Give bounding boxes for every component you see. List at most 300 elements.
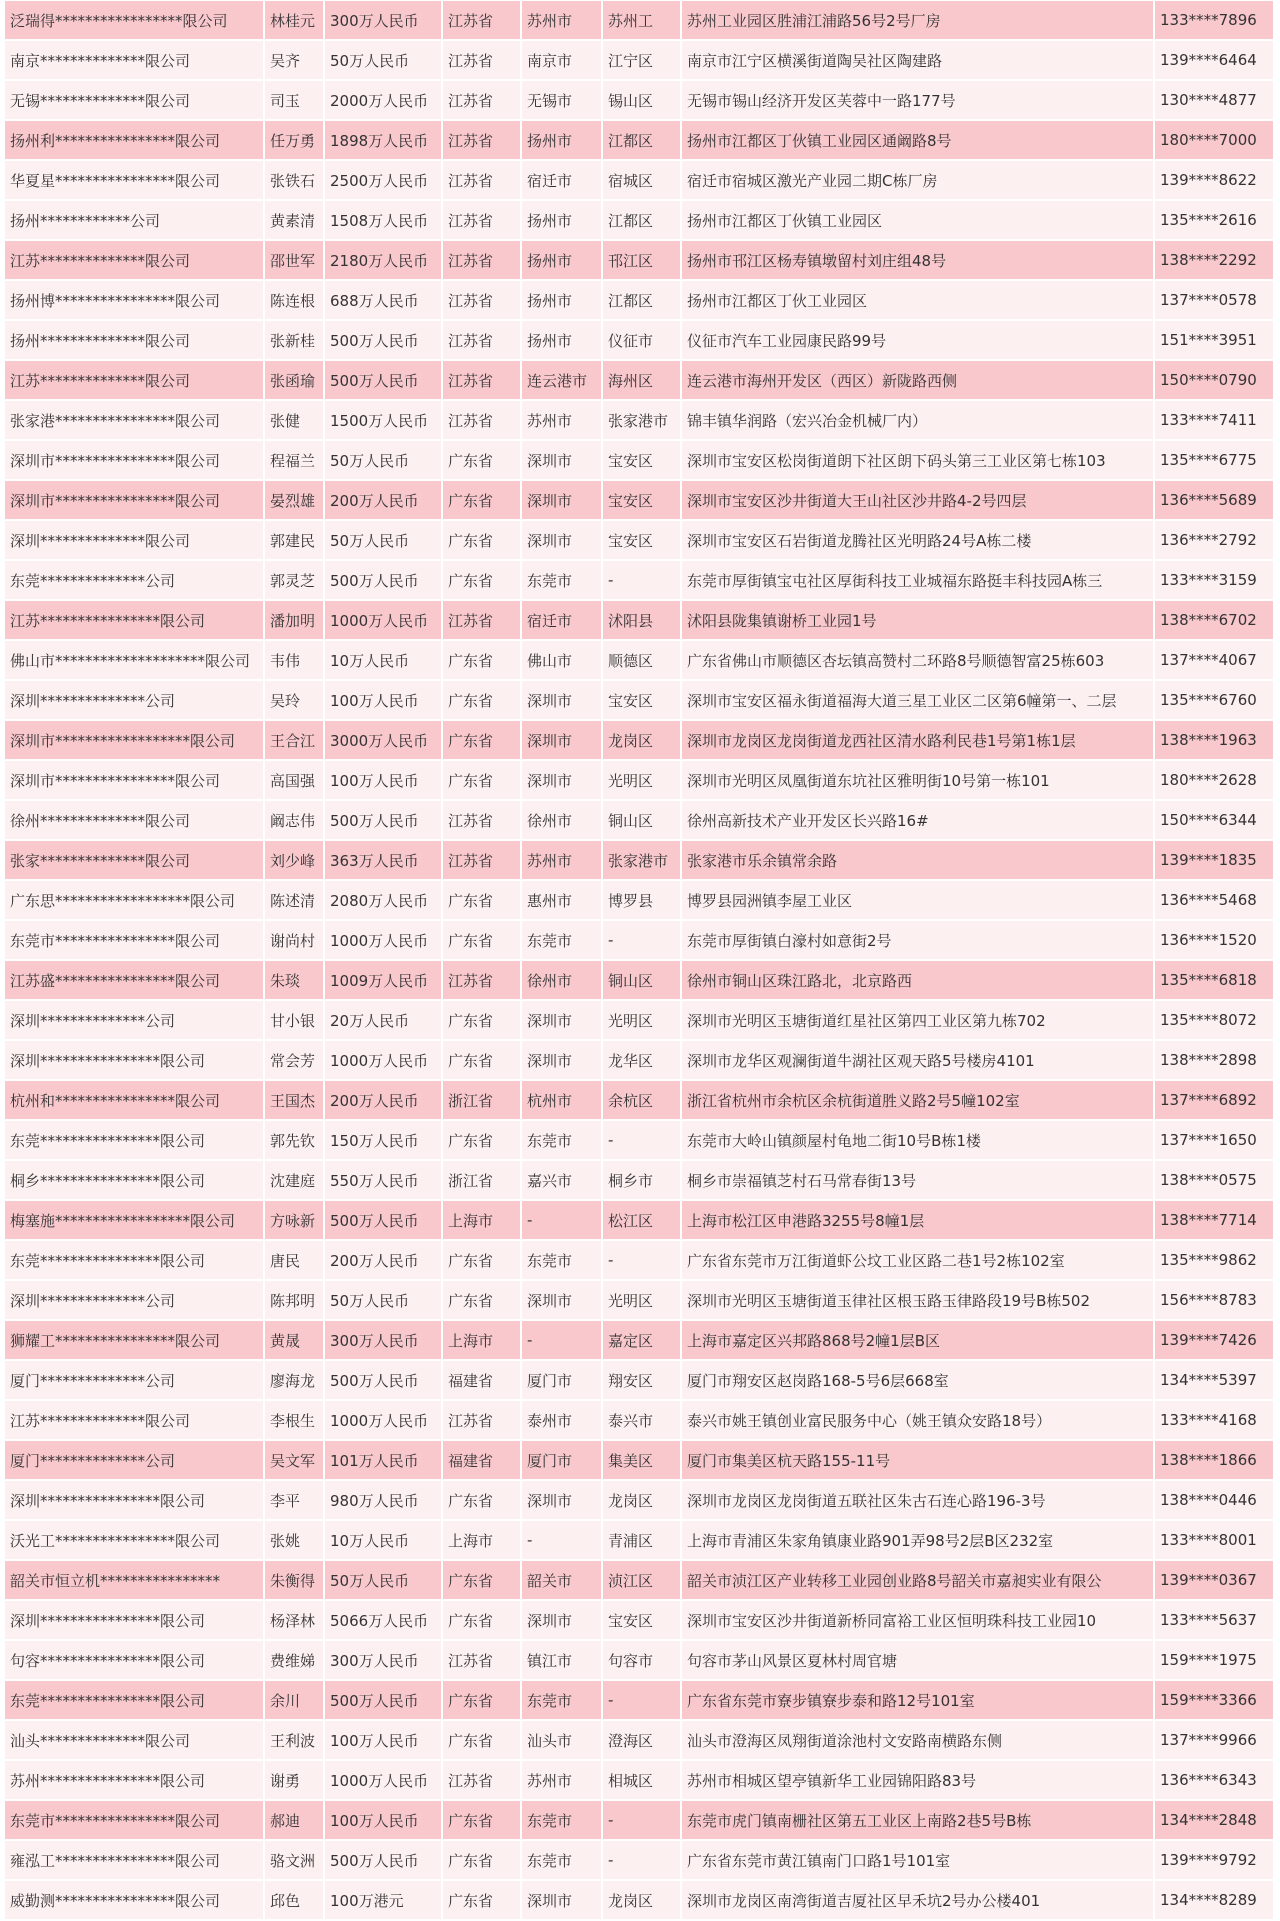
city-cell: 深圳市 [522, 441, 603, 481]
district-cell: 宝安区 [603, 521, 682, 561]
city-cell: 深圳市 [522, 681, 603, 721]
district-cell: 铜山区 [603, 961, 682, 1001]
company-name-cell: 雍泓工****************限公司 [5, 1841, 265, 1881]
district-cell: - [603, 921, 682, 961]
table-row [5, 1801, 1275, 1841]
phone-cell: 138****1866 [1155, 1441, 1275, 1481]
address-cell: 徐州高新技术产业开发区长兴路16# [682, 801, 1155, 841]
company-name-cell: 张家港****************限公司 [5, 401, 265, 441]
province-cell: 广东省 [443, 481, 522, 521]
registered-capital-cell: 100万人民币 [325, 761, 443, 801]
phone-cell: 138****6702 [1155, 601, 1275, 641]
address-cell: 深圳市龙岗区南湾街道吉厦社区早禾坑2号办公楼401 [682, 1881, 1155, 1921]
city-cell: 深圳市 [522, 721, 603, 761]
table-row [5, 1481, 1275, 1521]
address-cell: 深圳市宝安区沙井街道大王山社区沙井路4-2号四层 [682, 481, 1155, 521]
district-cell: 江宁区 [603, 41, 682, 81]
district-cell: 嘉定区 [603, 1321, 682, 1361]
table-row [5, 921, 1275, 961]
city-cell: - [522, 1201, 603, 1241]
contact-person-cell: 陈连根 [265, 281, 325, 321]
company-name-cell: 梅塞施******************限公司 [5, 1201, 265, 1241]
company-name-cell: 深圳**************限公司 [5, 521, 265, 561]
company-name-cell: 苏州****************限公司 [5, 1761, 265, 1801]
province-cell: 广东省 [443, 1681, 522, 1721]
company-name-cell: 华夏星****************限公司 [5, 161, 265, 201]
phone-cell: 135****9862 [1155, 1241, 1275, 1281]
district-cell: - [603, 1801, 682, 1841]
address-cell: 泰兴市姚王镇创业富民服务中心（姚王镇众安路18号） [682, 1401, 1155, 1441]
district-cell: 光明区 [603, 761, 682, 801]
city-cell: 扬州市 [522, 121, 603, 161]
contact-person-cell: 李根生 [265, 1401, 325, 1441]
phone-cell: 133****8001 [1155, 1521, 1275, 1561]
address-cell: 厦门市集美区杭天路155-11号 [682, 1441, 1155, 1481]
registered-capital-cell: 2180万人民币 [325, 241, 443, 281]
contact-person-cell: 杨泽林 [265, 1601, 325, 1641]
phone-cell: 137****9966 [1155, 1721, 1275, 1761]
city-cell: 扬州市 [522, 201, 603, 241]
registered-capital-cell: 1000万人民币 [325, 601, 443, 641]
contact-person-cell: 吴玲 [265, 681, 325, 721]
table-row [5, 881, 1275, 921]
company-name-cell: 东莞市****************限公司 [5, 1801, 265, 1841]
address-cell: 浙江省杭州市余杭区余杭街道胜义路2号5幢102室 [682, 1081, 1155, 1121]
registered-capital-cell: 2500万人民币 [325, 161, 443, 201]
phone-cell: 133****4168 [1155, 1401, 1275, 1441]
province-cell: 上海市 [443, 1521, 522, 1561]
phone-cell: 135****2616 [1155, 201, 1275, 241]
table-row [5, 561, 1275, 601]
phone-cell: 136****2792 [1155, 521, 1275, 561]
contact-person-cell: 晏烈雄 [265, 481, 325, 521]
table-row [5, 1441, 1275, 1481]
district-cell: 光明区 [603, 1001, 682, 1041]
address-cell: 扬州市江都区丁伙镇工业园区 [682, 201, 1155, 241]
company-name-cell: 韶关市恒立机**************** [5, 1561, 265, 1601]
phone-cell: 139****9792 [1155, 1841, 1275, 1881]
province-cell: 广东省 [443, 1841, 522, 1881]
district-cell: 龙华区 [603, 1041, 682, 1081]
table-row [5, 1841, 1275, 1881]
district-cell: 句容市 [603, 1641, 682, 1681]
table-row [5, 801, 1275, 841]
city-cell: 深圳市 [522, 481, 603, 521]
address-cell: 东莞市厚街镇白濠村如意街2号 [682, 921, 1155, 961]
company-name-cell: 深圳市****************限公司 [5, 441, 265, 481]
province-cell: 江苏省 [443, 961, 522, 1001]
registered-capital-cell: 50万人民币 [325, 41, 443, 81]
table-row [5, 681, 1275, 721]
contact-person-cell: 张姚 [265, 1521, 325, 1561]
registered-capital-cell: 363万人民币 [325, 841, 443, 881]
city-cell: 扬州市 [522, 241, 603, 281]
district-cell: 张家港市 [603, 841, 682, 881]
province-cell: 浙江省 [443, 1081, 522, 1121]
table-row [5, 121, 1275, 161]
table-row [5, 1601, 1275, 1641]
district-cell: 宝安区 [603, 481, 682, 521]
province-cell: 广东省 [443, 1281, 522, 1321]
registered-capital-cell: 500万人民币 [325, 361, 443, 401]
province-cell: 江苏省 [443, 201, 522, 241]
address-cell: 南京市江宁区横溪街道陶吴社区陶建路 [682, 41, 1155, 81]
address-cell: 厦门市翔安区赵岗路168-5号6层668室 [682, 1361, 1155, 1401]
city-cell: 深圳市 [522, 1481, 603, 1521]
city-cell: 东莞市 [522, 1121, 603, 1161]
district-cell: 龙岗区 [603, 721, 682, 761]
address-cell: 深圳市光明区玉塘街道玉律社区根玉路玉律路段19号B栋502 [682, 1281, 1155, 1321]
province-cell: 江苏省 [443, 801, 522, 841]
province-cell: 江苏省 [443, 1401, 522, 1441]
district-cell: 锡山区 [603, 81, 682, 121]
province-cell: 广东省 [443, 1041, 522, 1081]
company-name-cell: 句容****************限公司 [5, 1641, 265, 1681]
city-cell: 连云港市 [522, 361, 603, 401]
company-name-cell: 深圳****************限公司 [5, 1601, 265, 1641]
phone-cell: 136****5468 [1155, 881, 1275, 921]
company-name-cell: 江苏**************限公司 [5, 361, 265, 401]
company-name-cell: 江苏**************限公司 [5, 241, 265, 281]
city-cell: 苏州市 [522, 841, 603, 881]
registered-capital-cell: 300万人民币 [325, 1641, 443, 1681]
company-name-cell: 广东思******************限公司 [5, 881, 265, 921]
registered-capital-cell: 500万人民币 [325, 801, 443, 841]
province-cell: 江苏省 [443, 241, 522, 281]
contact-person-cell: 韦伟 [265, 641, 325, 681]
province-cell: 广东省 [443, 881, 522, 921]
company-name-cell: 深圳市****************限公司 [5, 761, 265, 801]
table-row [5, 1121, 1275, 1161]
company-name-cell: 东莞****************限公司 [5, 1121, 265, 1161]
table-row [5, 841, 1275, 881]
registered-capital-cell: 50万人民币 [325, 1561, 443, 1601]
company-name-cell: 佛山市********************限公司 [5, 641, 265, 681]
company-name-cell: 深圳****************限公司 [5, 1481, 265, 1521]
city-cell: 宿迁市 [522, 161, 603, 201]
phone-cell: 150****0790 [1155, 361, 1275, 401]
phone-cell: 134****8289 [1155, 1881, 1275, 1921]
company-name-cell: 东莞****************限公司 [5, 1681, 265, 1721]
company-name-cell: 威勤测****************限公司 [5, 1881, 265, 1921]
city-cell: 厦门市 [522, 1361, 603, 1401]
company-name-cell: 深圳**************公司 [5, 1281, 265, 1321]
contact-person-cell: 王合江 [265, 721, 325, 761]
district-cell: - [603, 1841, 682, 1881]
province-cell: 广东省 [443, 721, 522, 761]
address-cell: 深圳市宝安区松岗街道朗下社区朗下码头第三工业区第七栋103 [682, 441, 1155, 481]
registered-capital-cell: 100万人民币 [325, 1721, 443, 1761]
province-cell: 江苏省 [443, 1761, 522, 1801]
city-cell: 东莞市 [522, 561, 603, 601]
district-cell: 仪征市 [603, 321, 682, 361]
address-cell: 深圳市宝安区石岩街道龙腾社区光明路24号A栋二楼 [682, 521, 1155, 561]
address-cell: 广东省佛山市顺德区杏坛镇高赞村二环路8号顺德智富25栋603 [682, 641, 1155, 681]
address-cell: 上海市青浦区朱家角镇康业路901弄98号2层B区232室 [682, 1521, 1155, 1561]
registered-capital-cell: 2000万人民币 [325, 81, 443, 121]
address-cell: 苏州市相城区望亭镇新华工业园锦阳路83号 [682, 1761, 1155, 1801]
province-cell: 江苏省 [443, 361, 522, 401]
phone-cell: 134****5397 [1155, 1361, 1275, 1401]
city-cell: 南京市 [522, 41, 603, 81]
registered-capital-cell: 1000万人民币 [325, 1401, 443, 1441]
province-cell: 广东省 [443, 1721, 522, 1761]
province-cell: 上海市 [443, 1201, 522, 1241]
city-cell: - [522, 1321, 603, 1361]
city-cell: 东莞市 [522, 1801, 603, 1841]
city-cell: 嘉兴市 [522, 1161, 603, 1201]
address-cell: 仪征市汽车工业园康民路99号 [682, 321, 1155, 361]
province-cell: 广东省 [443, 761, 522, 801]
company-name-cell: 扬州************公司 [5, 201, 265, 241]
city-cell: 扬州市 [522, 281, 603, 321]
address-cell: 深圳市龙岗区龙岗街道五联社区朱古石连心路196-3号 [682, 1481, 1155, 1521]
district-cell: 余杭区 [603, 1081, 682, 1121]
address-cell: 苏州工业园区胜浦江浦路56号2号厂房 [682, 1, 1155, 41]
company-name-cell: 深圳**************公司 [5, 1001, 265, 1041]
contact-person-cell: 刘少峰 [265, 841, 325, 881]
city-cell: 苏州市 [522, 1, 603, 41]
registered-capital-cell: 1000万人民币 [325, 1761, 443, 1801]
phone-cell: 137****4067 [1155, 641, 1275, 681]
city-cell: 佛山市 [522, 641, 603, 681]
contact-person-cell: 沈建庭 [265, 1161, 325, 1201]
district-cell: 沭阳县 [603, 601, 682, 641]
phone-cell: 138****2898 [1155, 1041, 1275, 1081]
address-cell: 张家港市乐余镇常余路 [682, 841, 1155, 881]
company-name-cell: 扬州博****************限公司 [5, 281, 265, 321]
address-cell: 汕头市澄海区凤翔街道涂池村文安路南横路东侧 [682, 1721, 1155, 1761]
city-cell: 镇江市 [522, 1641, 603, 1681]
city-cell: 深圳市 [522, 1001, 603, 1041]
registered-capital-cell: 1500万人民币 [325, 401, 443, 441]
district-cell: 光明区 [603, 1281, 682, 1321]
city-cell: 宿迁市 [522, 601, 603, 641]
district-cell: 博罗县 [603, 881, 682, 921]
table-row [5, 41, 1275, 81]
registered-capital-cell: 200万人民币 [325, 1241, 443, 1281]
phone-cell: 150****6344 [1155, 801, 1275, 841]
phone-cell: 135****6775 [1155, 441, 1275, 481]
table-row [5, 1641, 1275, 1681]
phone-cell: 139****0367 [1155, 1561, 1275, 1601]
province-cell: 江苏省 [443, 601, 522, 641]
table-row [5, 761, 1275, 801]
company-name-cell: 杭州和****************限公司 [5, 1081, 265, 1121]
city-cell: 汕头市 [522, 1721, 603, 1761]
phone-cell: 137****0578 [1155, 281, 1275, 321]
contact-person-cell: 郝迪 [265, 1801, 325, 1841]
city-cell: 扬州市 [522, 321, 603, 361]
province-cell: 江苏省 [443, 41, 522, 81]
province-cell: 江苏省 [443, 1, 522, 41]
contact-person-cell: 常会芳 [265, 1041, 325, 1081]
contact-person-cell: 司玉 [265, 81, 325, 121]
contact-person-cell: 朱衡得 [265, 1561, 325, 1601]
address-cell: 深圳市光明区玉塘街道红星社区第四工业区第九栋702 [682, 1001, 1155, 1041]
province-cell: 江苏省 [443, 121, 522, 161]
phone-cell: 133****3159 [1155, 561, 1275, 601]
company-name-cell: 徐州**************限公司 [5, 801, 265, 841]
province-cell: 广东省 [443, 1601, 522, 1641]
province-cell: 江苏省 [443, 161, 522, 201]
table-row [5, 161, 1275, 201]
address-cell: 锦丰镇华润路（宏兴冶金机械厂内） [682, 401, 1155, 441]
city-cell: 徐州市 [522, 801, 603, 841]
city-cell: 深圳市 [522, 1281, 603, 1321]
table-row [5, 441, 1275, 481]
table-row [5, 201, 1275, 241]
table-row [5, 1241, 1275, 1281]
table-row [5, 361, 1275, 401]
district-cell: 张家港市 [603, 401, 682, 441]
phone-cell: 138****2292 [1155, 241, 1275, 281]
province-cell: 广东省 [443, 441, 522, 481]
address-cell: 深圳市龙岗区龙岗街道龙西社区清水路利民巷1号第1栋1层 [682, 721, 1155, 761]
province-cell: 江苏省 [443, 1641, 522, 1681]
phone-cell: 133****5637 [1155, 1601, 1275, 1641]
company-name-cell: 扬州**************限公司 [5, 321, 265, 361]
address-cell: 无锡市锡山经济开发区芙蓉中一路177号 [682, 81, 1155, 121]
address-cell: 东莞市大岭山镇颜屋村龟地二街10号B栋1楼 [682, 1121, 1155, 1161]
company-name-cell: 深圳****************限公司 [5, 1041, 265, 1081]
registered-capital-cell: 300万人民币 [325, 1321, 443, 1361]
district-cell: 宝安区 [603, 681, 682, 721]
province-cell: 福建省 [443, 1441, 522, 1481]
province-cell: 广东省 [443, 1121, 522, 1161]
company-name-cell: 狮耀工****************限公司 [5, 1321, 265, 1361]
address-cell: 深圳市龙华区观澜街道牛湖社区观天路5号楼房4101 [682, 1041, 1155, 1081]
registered-capital-cell: 2080万人民币 [325, 881, 443, 921]
district-cell: 青浦区 [603, 1521, 682, 1561]
table-row [5, 1321, 1275, 1361]
company-name-cell: 东莞****************限公司 [5, 1241, 265, 1281]
registered-capital-cell: 1508万人民币 [325, 201, 443, 241]
city-cell: 深圳市 [522, 1881, 603, 1921]
contact-person-cell: 李平 [265, 1481, 325, 1521]
district-cell: - [603, 1681, 682, 1721]
address-cell: 徐州市铜山区珠江路北，北京路西 [682, 961, 1155, 1001]
contact-person-cell: 高国强 [265, 761, 325, 801]
contact-person-cell: 阚志伟 [265, 801, 325, 841]
registered-capital-cell: 50万人民币 [325, 1281, 443, 1321]
table-row [5, 1361, 1275, 1401]
phone-cell: 139****8622 [1155, 161, 1275, 201]
table-row [5, 281, 1275, 321]
table-row [5, 1721, 1275, 1761]
district-cell: 苏州工 [603, 1, 682, 41]
registered-capital-cell: 500万人民币 [325, 561, 443, 601]
registered-capital-cell: 100万港元 [325, 1881, 443, 1921]
address-cell: 博罗县园洲镇李屋工业区 [682, 881, 1155, 921]
province-cell: 上海市 [443, 1321, 522, 1361]
district-cell: 桐乡市 [603, 1161, 682, 1201]
phone-cell: 136****6343 [1155, 1761, 1275, 1801]
contact-person-cell: 黄晟 [265, 1321, 325, 1361]
contact-person-cell: 张函瑜 [265, 361, 325, 401]
phone-cell: 135****8072 [1155, 1001, 1275, 1041]
province-cell: 广东省 [443, 1001, 522, 1041]
address-cell: 深圳市宝安区福永街道福海大道三星工业区二区第6幢第一、二层 [682, 681, 1155, 721]
phone-cell: 133****7411 [1155, 401, 1275, 441]
phone-cell: 134****2848 [1155, 1801, 1275, 1841]
contact-person-cell: 吴齐 [265, 41, 325, 81]
phone-cell: 136****1520 [1155, 921, 1275, 961]
phone-cell: 138****1963 [1155, 721, 1275, 761]
table-row [5, 961, 1275, 1001]
registered-capital-cell: 1000万人民币 [325, 1041, 443, 1081]
city-cell: 东莞市 [522, 921, 603, 961]
table-row [5, 1, 1275, 41]
table-row [5, 1081, 1275, 1121]
table-row [5, 721, 1275, 761]
company-name-cell: 沃光工****************限公司 [5, 1521, 265, 1561]
city-cell: 徐州市 [522, 961, 603, 1001]
phone-cell: 135****6818 [1155, 961, 1275, 1001]
registered-capital-cell: 20万人民币 [325, 1001, 443, 1041]
contact-person-cell: 程福兰 [265, 441, 325, 481]
phone-cell: 180****7000 [1155, 121, 1275, 161]
district-cell: - [603, 561, 682, 601]
province-cell: 广东省 [443, 681, 522, 721]
company-name-cell: 桐乡****************限公司 [5, 1161, 265, 1201]
district-cell: 顺德区 [603, 641, 682, 681]
city-cell: 无锡市 [522, 81, 603, 121]
table-row [5, 321, 1275, 361]
registered-capital-cell: 1898万人民币 [325, 121, 443, 161]
district-cell: 浈江区 [603, 1561, 682, 1601]
province-cell: 江苏省 [443, 321, 522, 361]
registered-capital-cell: 10万人民币 [325, 1521, 443, 1561]
phone-cell: 135****6760 [1155, 681, 1275, 721]
registered-capital-cell: 500万人民币 [325, 1841, 443, 1881]
company-name-cell: 汕头**************限公司 [5, 1721, 265, 1761]
registered-capital-cell: 50万人民币 [325, 521, 443, 561]
table-row [5, 601, 1275, 641]
phone-cell: 133****7896 [1155, 1, 1275, 41]
contact-person-cell: 陈述清 [265, 881, 325, 921]
contact-person-cell: 郭灵芝 [265, 561, 325, 601]
district-cell: 集美区 [603, 1441, 682, 1481]
phone-cell: 159****1975 [1155, 1641, 1275, 1681]
contact-person-cell: 唐民 [265, 1241, 325, 1281]
table-row [5, 481, 1275, 521]
registered-capital-cell: 980万人民币 [325, 1481, 443, 1521]
company-name-cell: 东莞**************公司 [5, 561, 265, 601]
contact-person-cell: 郭先钦 [265, 1121, 325, 1161]
phone-cell: 139****6464 [1155, 41, 1275, 81]
contact-person-cell: 王国杰 [265, 1081, 325, 1121]
registered-capital-cell: 550万人民币 [325, 1161, 443, 1201]
address-cell: 上海市嘉定区兴邦路868号2幢1层B区 [682, 1321, 1155, 1361]
contact-person-cell: 黄素清 [265, 201, 325, 241]
registered-capital-cell: 500万人民币 [325, 1201, 443, 1241]
address-cell: 扬州市邗江区杨寿镇墩留村刘庄组48号 [682, 241, 1155, 281]
district-cell: 江都区 [603, 121, 682, 161]
province-cell: 广东省 [443, 641, 522, 681]
registered-capital-cell: 200万人民币 [325, 481, 443, 521]
province-cell: 江苏省 [443, 81, 522, 121]
table-row [5, 521, 1275, 561]
contact-person-cell: 任万勇 [265, 121, 325, 161]
address-cell: 深圳市宝安区沙井街道新桥同富裕工业区恒明珠科技工业园10 [682, 1601, 1155, 1641]
company-name-cell: 深圳**************公司 [5, 681, 265, 721]
registered-capital-cell: 100万人民币 [325, 681, 443, 721]
phone-cell: 180****2628 [1155, 761, 1275, 801]
phone-cell: 139****1835 [1155, 841, 1275, 881]
phone-cell: 136****5689 [1155, 481, 1275, 521]
contact-person-cell: 王利波 [265, 1721, 325, 1761]
